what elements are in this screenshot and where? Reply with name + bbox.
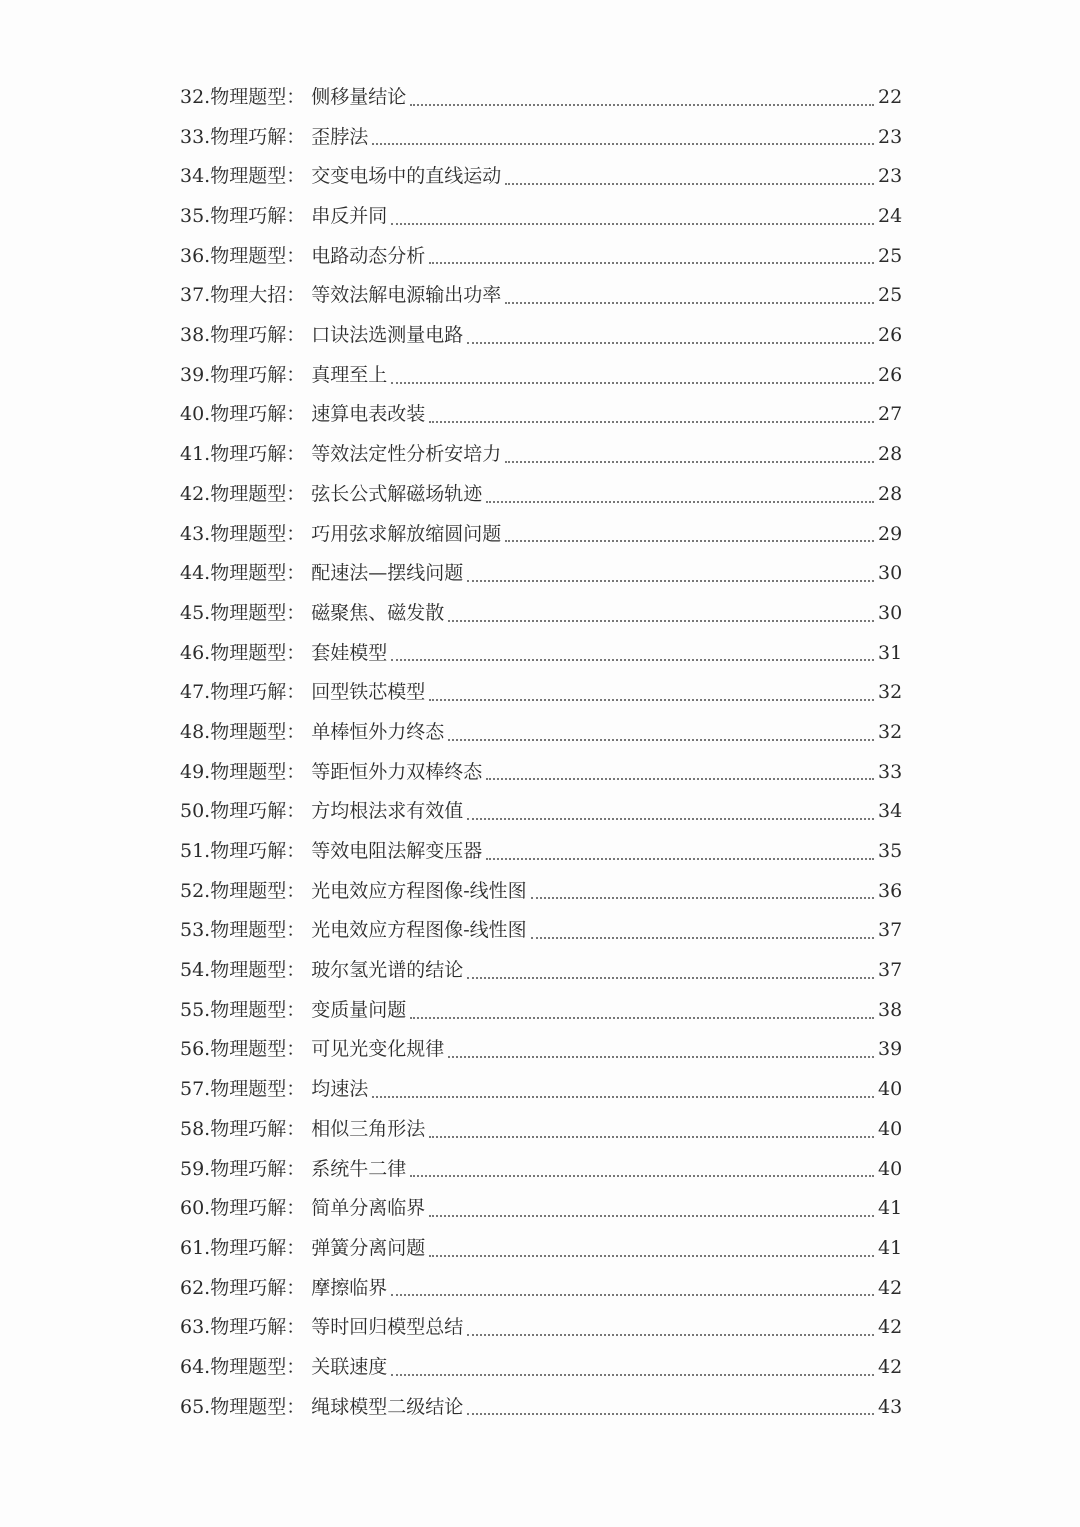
toc-entry-number: 48. xyxy=(180,720,211,743)
toc-entry-separator: ： xyxy=(286,522,306,545)
toc-entry-category: 物理题型 xyxy=(210,482,287,505)
toc-entry-page-number: 36 xyxy=(878,879,903,902)
toc-entry-page-number: 40 xyxy=(878,1157,903,1180)
toc-entry-separator: ： xyxy=(286,1236,306,1259)
toc-entry-number: 53. xyxy=(180,919,211,942)
toc-dot-leader xyxy=(467,1333,874,1336)
toc-entry-title: 弦长公式解磁场轨迹 xyxy=(311,482,483,505)
toc-entry-number: 40. xyxy=(180,403,211,426)
toc-dot-leader xyxy=(391,1373,874,1376)
toc-entry[interactable] xyxy=(180,594,902,634)
toc-entry-separator: ： xyxy=(286,959,306,982)
toc-entry-separator: ： xyxy=(286,125,306,148)
toc-entry-page-number: 34 xyxy=(878,800,903,823)
toc-entry-category: 物理题型 xyxy=(210,879,287,902)
toc-entry-separator: ： xyxy=(286,919,306,942)
toc-entry-page-number: 26 xyxy=(878,363,903,386)
toc-entry-page-number: 27 xyxy=(878,403,903,426)
toc-entry-page-number: 23 xyxy=(878,125,903,148)
toc-entry[interactable] xyxy=(180,753,902,793)
toc-entry-title: 可见光变化规律 xyxy=(311,1038,445,1061)
toc-dot-leader xyxy=(486,857,874,860)
toc-entry-title: 电路动态分析 xyxy=(311,244,426,267)
toc-entry-number: 33. xyxy=(180,125,211,148)
toc-entry[interactable] xyxy=(180,316,902,356)
toc-entry-page-number: 43 xyxy=(878,1395,903,1418)
toc-entry[interactable] xyxy=(180,475,902,515)
table-of-contents xyxy=(180,78,902,1427)
toc-entry-page-number: 32 xyxy=(878,720,903,743)
toc-dot-leader xyxy=(531,896,874,899)
toc-entry[interactable] xyxy=(180,911,902,951)
toc-entry-page-number: 28 xyxy=(878,443,903,466)
toc-entry-page-number: 25 xyxy=(878,244,903,267)
toc-entry-title: 回型铁芯模型 xyxy=(311,681,426,704)
toc-entry[interactable] xyxy=(180,118,902,158)
toc-entry-separator: ： xyxy=(286,1117,306,1140)
toc-entry-title: 摩擦临界 xyxy=(311,1276,388,1299)
toc-entry-page-number: 40 xyxy=(878,1078,903,1101)
toc-entry-category: 物理题型 xyxy=(210,641,287,664)
toc-entry-number: 62. xyxy=(180,1276,211,1299)
toc-entry-title: 等效法解电源输出功率 xyxy=(311,284,502,307)
toc-dot-leader xyxy=(467,579,874,582)
toc-entry-title: 相似三角形法 xyxy=(311,1117,426,1140)
toc-dot-leader xyxy=(429,698,874,701)
toc-entry-number: 52. xyxy=(180,879,211,902)
toc-entry-title: 真理至上 xyxy=(311,363,388,386)
toc-entry-separator: ： xyxy=(286,601,306,624)
toc-entry-separator: ： xyxy=(286,1197,306,1220)
toc-dot-leader xyxy=(429,1135,874,1138)
toc-entry-separator: ： xyxy=(286,403,306,426)
toc-entry-separator: ： xyxy=(286,760,306,783)
toc-entry-category: 物理巧解 xyxy=(210,443,287,466)
toc-entry-title: 简单分离临界 xyxy=(311,1197,426,1220)
toc-entry-number: 58. xyxy=(180,1117,211,1140)
toc-entry-title: 弹簧分离问题 xyxy=(311,1236,426,1259)
toc-entry-category: 物理题型 xyxy=(210,720,287,743)
toc-entry-page-number: 42 xyxy=(878,1276,903,1299)
toc-entry-category: 物理巧解 xyxy=(210,403,287,426)
toc-entry-page-number: 25 xyxy=(878,284,903,307)
toc-entry[interactable] xyxy=(180,237,902,277)
toc-entry-category: 物理题型 xyxy=(210,522,287,545)
toc-entry-category: 物理巧解 xyxy=(210,324,287,347)
toc-dot-leader xyxy=(505,460,874,463)
toc-dot-leader xyxy=(467,976,874,979)
toc-entry[interactable] xyxy=(180,1269,902,1309)
toc-entry-number: 35. xyxy=(180,205,211,228)
toc-entry-page-number: 31 xyxy=(878,641,903,664)
toc-entry-number: 43. xyxy=(180,522,211,545)
toc-entry-category: 物理题型 xyxy=(210,1078,287,1101)
toc-entry-number: 46. xyxy=(180,641,211,664)
toc-entry[interactable] xyxy=(180,435,902,475)
toc-entry-page-number: 41 xyxy=(878,1197,903,1220)
toc-entry-category: 物理题型 xyxy=(210,919,287,942)
toc-entry-number: 64. xyxy=(180,1355,211,1378)
toc-entry-page-number: 23 xyxy=(878,165,903,188)
toc-entry-number: 65. xyxy=(180,1395,211,1418)
toc-entry[interactable] xyxy=(180,634,902,674)
toc-entry-category: 物理巧解 xyxy=(210,840,287,863)
toc-entry-number: 57. xyxy=(180,1078,211,1101)
toc-entry-separator: ： xyxy=(286,681,306,704)
toc-entry-separator: ： xyxy=(286,205,306,228)
toc-dot-leader xyxy=(429,1214,874,1217)
toc-entry-page-number: 32 xyxy=(878,681,903,704)
toc-entry-category: 物理题型 xyxy=(210,1395,287,1418)
toc-entry-page-number: 29 xyxy=(878,522,903,545)
toc-entry-title: 光电效应方程图像-线性图 xyxy=(311,919,527,942)
toc-dot-leader xyxy=(467,817,874,820)
toc-entry-title: 交变电场中的直线运动 xyxy=(311,165,502,188)
toc-dot-leader xyxy=(448,1055,874,1058)
toc-entry[interactable] xyxy=(180,197,902,237)
toc-dot-leader xyxy=(486,777,874,780)
toc-entry-number: 42. xyxy=(180,482,211,505)
toc-dot-leader xyxy=(372,1095,874,1098)
toc-dot-leader xyxy=(410,1174,874,1177)
toc-entry-page-number: 40 xyxy=(878,1117,903,1140)
toc-entry-category: 物理巧解 xyxy=(210,1236,287,1259)
toc-entry[interactable] xyxy=(180,792,902,832)
toc-entry-separator: ： xyxy=(286,1038,306,1061)
toc-entry[interactable] xyxy=(180,991,902,1031)
toc-entry-separator: ： xyxy=(286,998,306,1021)
toc-entry[interactable] xyxy=(180,832,902,872)
toc-dot-leader xyxy=(410,103,874,106)
toc-dot-leader xyxy=(391,222,874,225)
toc-entry[interactable] xyxy=(180,1150,902,1190)
toc-entry-page-number: 24 xyxy=(878,205,903,228)
toc-entry-separator: ： xyxy=(286,879,306,902)
toc-dot-leader xyxy=(391,1293,874,1296)
toc-dot-leader xyxy=(448,738,874,741)
toc-dot-leader xyxy=(531,936,874,939)
toc-entry-number: 54. xyxy=(180,959,211,982)
toc-entry-category: 物理题型 xyxy=(210,998,287,1021)
toc-entry-separator: ： xyxy=(286,443,306,466)
toc-entry-title: 绳球模型二级结论 xyxy=(311,1395,464,1418)
toc-entry-separator: ： xyxy=(286,1078,306,1101)
toc-dot-leader xyxy=(372,142,874,145)
toc-entry-category: 物理题型 xyxy=(210,601,287,624)
toc-entry-page-number: 28 xyxy=(878,482,903,505)
toc-entry-number: 36. xyxy=(180,244,211,267)
toc-entry-category: 物理题型 xyxy=(210,244,287,267)
toc-entry-number: 56. xyxy=(180,1038,211,1061)
toc-entry-page-number: 30 xyxy=(878,562,903,585)
toc-entry-title: 光电效应方程图像-线性图 xyxy=(311,879,527,902)
toc-dot-leader xyxy=(429,1254,874,1257)
toc-entry-page-number: 41 xyxy=(878,1236,903,1259)
toc-entry[interactable] xyxy=(180,1388,902,1428)
toc-entry[interactable] xyxy=(180,554,902,594)
toc-entry-page-number: 37 xyxy=(878,959,903,982)
toc-entry-separator: ： xyxy=(286,1157,306,1180)
toc-entry-category: 物理巧解 xyxy=(210,1316,287,1339)
toc-entry-title: 等距恒外力双棒终态 xyxy=(311,760,483,783)
toc-entry-page-number: 42 xyxy=(878,1355,903,1378)
toc-entry-category: 物理题型 xyxy=(210,85,287,108)
toc-dot-leader xyxy=(448,619,874,622)
toc-entry-category: 物理巧解 xyxy=(210,800,287,823)
toc-entry-page-number: 35 xyxy=(878,840,903,863)
toc-entry-title: 单棒恒外力终态 xyxy=(311,720,445,743)
toc-entry-number: 37. xyxy=(180,284,211,307)
toc-dot-leader xyxy=(467,1412,874,1415)
toc-entry-separator: ： xyxy=(286,1395,306,1418)
toc-entry-category: 物理大招 xyxy=(210,284,287,307)
toc-entry-title: 玻尔氢光谱的结论 xyxy=(311,959,464,982)
toc-entry[interactable] xyxy=(180,1229,902,1269)
toc-entry-title: 方均根法求有效值 xyxy=(311,800,464,823)
toc-entry-number: 41. xyxy=(180,443,211,466)
toc-entry-page-number: 38 xyxy=(878,998,903,1021)
toc-entry-number: 44. xyxy=(180,562,211,585)
toc-entry-category: 物理巧解 xyxy=(210,1117,287,1140)
toc-entry-number: 51. xyxy=(180,840,211,863)
toc-entry[interactable] xyxy=(180,515,902,555)
toc-dot-leader xyxy=(505,301,874,304)
toc-entry[interactable] xyxy=(180,713,902,753)
toc-entry-separator: ： xyxy=(286,641,306,664)
toc-entry-title: 变质量问题 xyxy=(311,998,407,1021)
toc-entry-category: 物理巧解 xyxy=(210,681,287,704)
toc-entry-title: 均速法 xyxy=(311,1078,369,1101)
toc-dot-leader xyxy=(505,182,874,185)
toc-dot-leader xyxy=(486,500,874,503)
toc-entry-title: 套娃模型 xyxy=(311,641,388,664)
toc-entry-title: 口诀法选测量电路 xyxy=(311,324,464,347)
toc-entry-title: 磁聚焦、磁发散 xyxy=(311,601,445,624)
toc-entry-separator: ： xyxy=(286,840,306,863)
toc-entry-number: 47. xyxy=(180,681,211,704)
toc-entry-category: 物理题型 xyxy=(210,1355,287,1378)
toc-dot-leader xyxy=(505,539,874,542)
toc-dot-leader xyxy=(391,658,874,661)
toc-entry-number: 49. xyxy=(180,760,211,783)
toc-entry-title: 配速法—摆线问题 xyxy=(311,562,464,585)
toc-entry-number: 39. xyxy=(180,363,211,386)
toc-entry[interactable] xyxy=(180,157,902,197)
toc-entry-page-number: 39 xyxy=(878,1038,903,1061)
toc-entry-category: 物理巧解 xyxy=(210,205,287,228)
toc-entry-number: 61. xyxy=(180,1236,211,1259)
toc-entry-category: 物理题型 xyxy=(210,760,287,783)
toc-entry-number: 34. xyxy=(180,165,211,188)
toc-entry[interactable] xyxy=(180,356,902,396)
toc-entry-title: 串反并同 xyxy=(311,205,388,228)
toc-entry-separator: ： xyxy=(286,562,306,585)
toc-entry-number: 38. xyxy=(180,324,211,347)
toc-entry-number: 45. xyxy=(180,601,211,624)
toc-entry[interactable] xyxy=(180,276,902,316)
toc-entry[interactable] xyxy=(180,673,902,713)
toc-entry-category: 物理题型 xyxy=(210,959,287,982)
toc-entry-title: 等效法定性分析安培力 xyxy=(311,443,502,466)
toc-entry-number: 60. xyxy=(180,1197,211,1220)
toc-entry-title: 关联速度 xyxy=(311,1355,388,1378)
toc-entry-number: 63. xyxy=(180,1316,211,1339)
toc-entry[interactable] xyxy=(180,951,902,991)
toc-entry-separator: ： xyxy=(286,324,306,347)
toc-entry-number: 50. xyxy=(180,800,211,823)
toc-entry-title: 侧移量结论 xyxy=(311,85,407,108)
toc-dot-leader xyxy=(429,261,874,264)
toc-entry-separator: ： xyxy=(286,720,306,743)
toc-entry-category: 物理巧解 xyxy=(210,125,287,148)
toc-entry-category: 物理巧解 xyxy=(210,1157,287,1180)
toc-dot-leader xyxy=(410,1016,874,1019)
toc-entry-page-number: 26 xyxy=(878,324,903,347)
toc-entry-title: 歪脖法 xyxy=(311,125,369,148)
toc-entry-title: 巧用弦求解放缩圆问题 xyxy=(311,522,502,545)
toc-entry-page-number: 30 xyxy=(878,601,903,624)
toc-entry-separator: ： xyxy=(286,165,306,188)
toc-entry-number: 55. xyxy=(180,998,211,1021)
toc-entry[interactable] xyxy=(180,1348,902,1388)
toc-entry[interactable] xyxy=(180,1110,902,1150)
toc-entry-title: 等时回归模型总结 xyxy=(311,1316,464,1339)
toc-entry-separator: ： xyxy=(286,85,306,108)
toc-entry-category: 物理题型 xyxy=(210,562,287,585)
toc-entry[interactable] xyxy=(180,396,902,436)
toc-entry-number: 32. xyxy=(180,85,211,108)
toc-entry-title: 等效电阻法解变压器 xyxy=(311,840,483,863)
toc-entry-category: 物理巧解 xyxy=(210,1276,287,1299)
toc-entry-separator: ： xyxy=(286,1316,306,1339)
toc-entry-title: 速算电表改装 xyxy=(311,403,426,426)
toc-entry-separator: ： xyxy=(286,800,306,823)
toc-entry-separator: ： xyxy=(286,244,306,267)
toc-dot-leader xyxy=(391,381,874,384)
toc-entry[interactable] xyxy=(180,1189,902,1229)
toc-dot-leader xyxy=(429,420,874,423)
toc-entry-category: 物理巧解 xyxy=(210,363,287,386)
toc-entry-number: 59. xyxy=(180,1157,211,1180)
toc-entry-page-number: 22 xyxy=(878,85,903,108)
toc-entry[interactable] xyxy=(180,1308,902,1348)
toc-dot-leader xyxy=(467,341,874,344)
toc-entry[interactable] xyxy=(180,872,902,912)
toc-entry-title: 系统牛二律 xyxy=(311,1157,407,1180)
toc-entry-separator: ： xyxy=(286,1276,306,1299)
toc-entry-page-number: 33 xyxy=(878,760,903,783)
toc-entry-page-number: 42 xyxy=(878,1316,903,1339)
toc-entry-category: 物理巧解 xyxy=(210,1197,287,1220)
toc-entry-separator: ： xyxy=(286,284,306,307)
toc-entry[interactable] xyxy=(180,78,902,118)
toc-entry[interactable] xyxy=(180,1070,902,1110)
toc-entry-separator: ： xyxy=(286,363,306,386)
toc-entry-separator: ： xyxy=(286,482,306,505)
toc-entry-separator: ： xyxy=(286,1355,306,1378)
toc-entry-category: 物理题型 xyxy=(210,165,287,188)
toc-entry-category: 物理题型 xyxy=(210,1038,287,1061)
toc-entry-page-number: 37 xyxy=(878,919,903,942)
toc-entry[interactable] xyxy=(180,1031,902,1071)
